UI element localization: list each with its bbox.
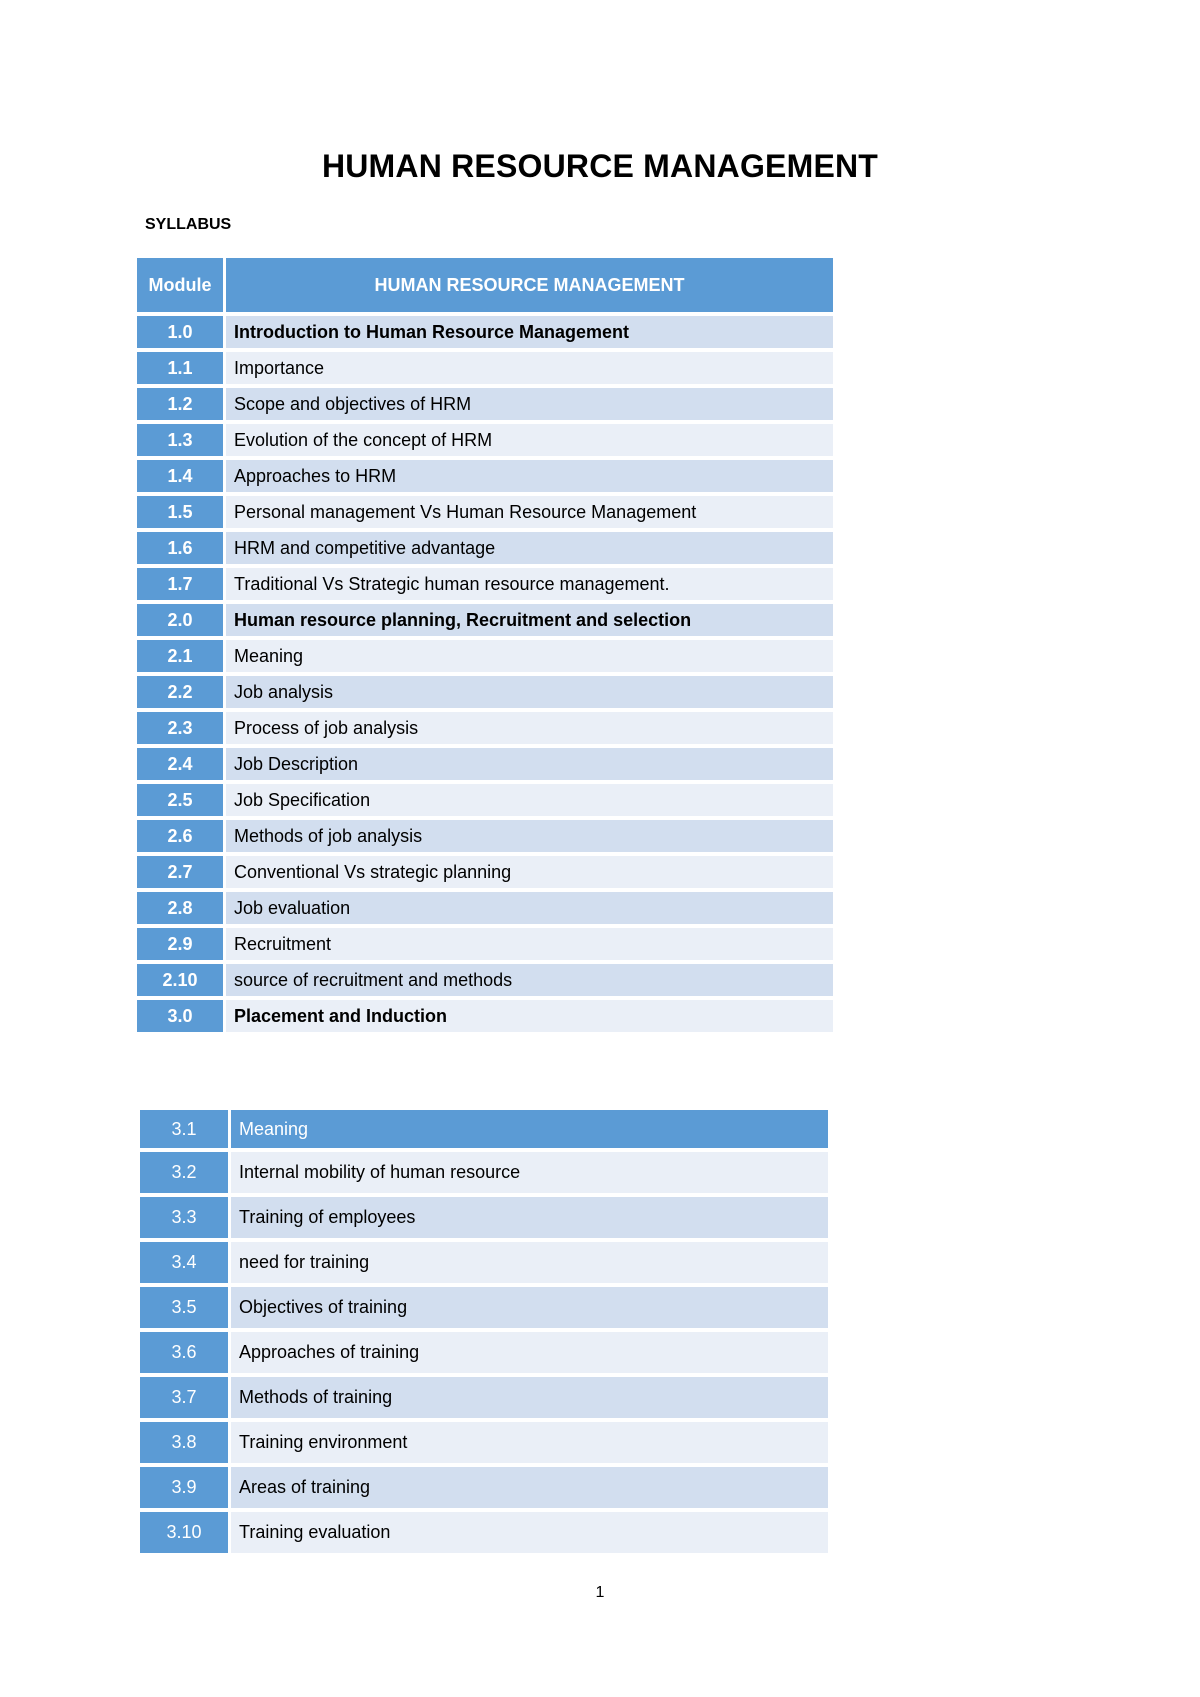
syllabus-table-2-body — [140, 1110, 828, 1553]
module-topic: Human resource planning, Recruitment and selection — [226, 604, 833, 636]
module-topic: HRM and competitive advantage — [226, 532, 833, 564]
module-number: 1.1 — [137, 352, 223, 384]
module-topic: Importance — [226, 352, 833, 384]
module-topic: need for training — [231, 1242, 828, 1283]
module-column-header: Module — [137, 258, 223, 312]
module-topic: Job Specification — [226, 784, 833, 816]
module-topic: Meaning — [231, 1110, 828, 1148]
module-number: 3.2 — [140, 1152, 228, 1193]
module-topic: Internal mobility of human resource — [231, 1152, 828, 1193]
module-number: 3.8 — [140, 1422, 228, 1463]
module-number: 2.0 — [137, 604, 223, 636]
table-row — [140, 1197, 828, 1238]
table-row — [137, 784, 833, 816]
table-row — [137, 964, 833, 996]
table-row — [137, 856, 833, 888]
table-row — [137, 424, 833, 456]
table-row — [137, 460, 833, 492]
syllabus-label: SYLLABUS — [145, 216, 232, 233]
module-number: 3.6 — [140, 1332, 228, 1373]
module-topic: Approaches to HRM — [226, 460, 833, 492]
module-topic: Job analysis — [226, 676, 833, 708]
table-row — [140, 1332, 828, 1373]
module-number: 2.9 — [137, 928, 223, 960]
module-topic: Objectives of training — [231, 1287, 828, 1328]
table-row — [137, 928, 833, 960]
table-row — [140, 1377, 828, 1418]
module-topic: Placement and Induction — [226, 1000, 833, 1032]
module-number: 2.5 — [137, 784, 223, 816]
syllabus-table-1 — [134, 254, 836, 1036]
table-row — [140, 1242, 828, 1283]
module-number: 3.7 — [140, 1377, 228, 1418]
table-row — [140, 1422, 828, 1463]
table-row — [137, 316, 833, 348]
module-number: 3.3 — [140, 1197, 228, 1238]
table-row — [137, 604, 833, 636]
table-row — [140, 1287, 828, 1328]
module-number: 2.2 — [137, 676, 223, 708]
module-number: 2.10 — [137, 964, 223, 996]
syllabus-table-1-body — [137, 316, 833, 1032]
module-number: 2.3 — [137, 712, 223, 744]
table-row — [137, 532, 833, 564]
module-number: 3.10 — [140, 1512, 228, 1553]
module-topic: Job evaluation — [226, 892, 833, 924]
module-number: 3.9 — [140, 1467, 228, 1508]
table-row — [137, 712, 833, 744]
module-topic: Conventional Vs strategic planning — [226, 856, 833, 888]
table-row — [137, 640, 833, 672]
module-topic: Recruitment — [226, 928, 833, 960]
table-row — [137, 352, 833, 384]
module-topic: Process of job analysis — [226, 712, 833, 744]
module-number: 2.4 — [137, 748, 223, 780]
module-topic: Training of employees — [231, 1197, 828, 1238]
module-number: 1.3 — [137, 424, 223, 456]
module-number: 2.8 — [137, 892, 223, 924]
module-topic: Approaches of training — [231, 1332, 828, 1373]
document-title: HUMAN RESOURCE MANAGEMENT — [321, 148, 879, 184]
module-topic: Traditional Vs Strategic human resource management. — [226, 568, 833, 600]
table-row — [137, 1000, 833, 1032]
module-topic: Training evaluation — [231, 1512, 828, 1553]
module-number: 2.6 — [137, 820, 223, 852]
module-number: 3.1 — [140, 1110, 228, 1148]
module-number: 1.5 — [137, 496, 223, 528]
table-row — [137, 892, 833, 924]
table-row — [140, 1512, 828, 1553]
page-number: 1 — [595, 1584, 605, 1601]
module-number: 2.1 — [137, 640, 223, 672]
module-topic: Areas of training — [231, 1467, 828, 1508]
module-topic: Training environment — [231, 1422, 828, 1463]
module-topic: Methods of job analysis — [226, 820, 833, 852]
module-topic: Evolution of the concept of HRM — [226, 424, 833, 456]
table-header-row — [137, 258, 833, 312]
table-row — [137, 496, 833, 528]
module-number: 2.7 — [137, 856, 223, 888]
module-number: 1.7 — [137, 568, 223, 600]
module-topic: source of recruitment and methods — [226, 964, 833, 996]
module-number: 1.0 — [137, 316, 223, 348]
topic-column-header: HUMAN RESOURCE MANAGEMENT — [226, 258, 833, 312]
module-number: 3.5 — [140, 1287, 228, 1328]
table-row — [137, 568, 833, 600]
table-row — [140, 1467, 828, 1508]
module-topic: Job Description — [226, 748, 833, 780]
module-number: 3.4 — [140, 1242, 228, 1283]
table-row — [137, 676, 833, 708]
module-topic: Personal management Vs Human Resource Management — [226, 496, 833, 528]
module-number: 1.2 — [137, 388, 223, 420]
module-topic: Meaning — [226, 640, 833, 672]
table-row — [137, 388, 833, 420]
module-number: 3.0 — [137, 1000, 223, 1032]
module-number: 1.4 — [137, 460, 223, 492]
table-row — [137, 748, 833, 780]
syllabus-table-2 — [137, 1106, 831, 1557]
table-row — [137, 820, 833, 852]
module-topic: Introduction to Human Resource Management — [226, 316, 833, 348]
module-topic: Scope and objectives of HRM — [226, 388, 833, 420]
module-number: 1.6 — [137, 532, 223, 564]
table-row — [140, 1152, 828, 1193]
table-row — [140, 1110, 828, 1148]
module-topic: Methods of training — [231, 1377, 828, 1418]
